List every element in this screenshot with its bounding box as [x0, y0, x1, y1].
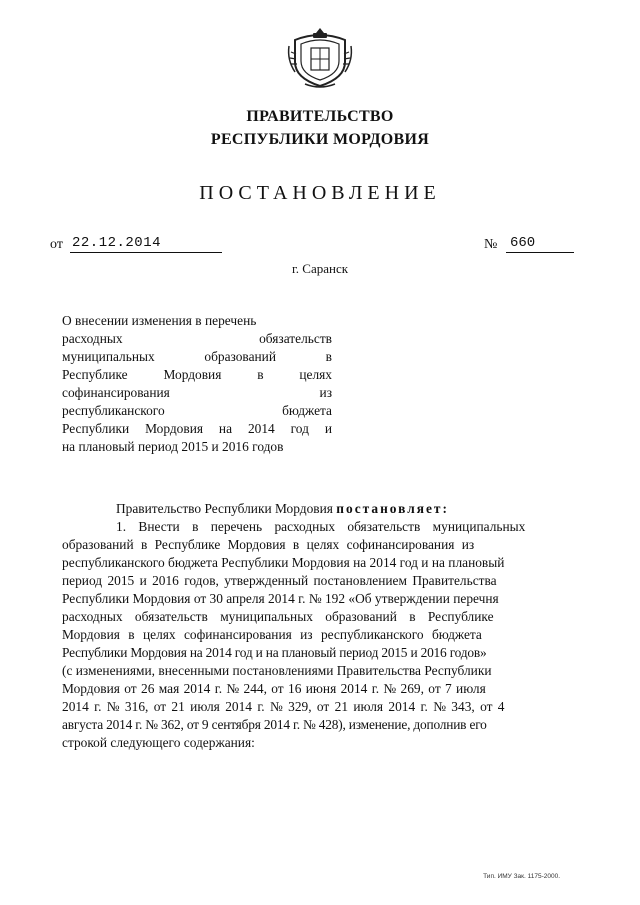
date-number-row [50, 235, 580, 257]
body-line: Республики Мордовия от 30 апреля 2014 г. № 192 «Об утверждении перечня [62, 591, 499, 606]
coat-of-arms-emblem [285, 26, 355, 90]
document-date: 22.12.2014 [72, 235, 162, 251]
subject-line: на плановый период 2015 и 2016 годов [62, 439, 284, 454]
government-title-line2: РЕСПУБЛИКИ МОРДОВИЯ [210, 131, 430, 148]
government-title-line1: ПРАВИТЕЛЬСТВО [246, 108, 394, 125]
subject-line: О внесении изменения в перечень [62, 313, 257, 328]
intro-spaced-word: постановляет: [336, 501, 449, 516]
subject-line: расходных обязательств [62, 331, 332, 346]
number-sign-label: № [484, 237, 498, 252]
document-number: 660 [510, 235, 536, 251]
subject-line: республиканского бюджета [62, 403, 332, 418]
body-line: Мордовия от 26 мая 2014 г. № 244, от 16 июня 2014 г. № 269, от 7 июля [62, 681, 486, 696]
date-underline [70, 252, 222, 253]
body-line: (с изменениями, внесенными постановлениями Правительства Республики [62, 663, 492, 678]
body-line: Республики Мордовия на 2014 год и на плановый период 2015 и 2016 годов» [62, 645, 487, 660]
subject-line: Республики Мордовия на 2014 год и [62, 421, 332, 436]
body-line: период 2015 и 2016 годов, утвержденный постановлением Правительства [62, 573, 497, 588]
body-line: республиканского бюджета Республики Мордовия на 2014 год и на плановый [62, 555, 505, 570]
body-line: 2014 г. № 316, от 21 июля 2014 г. № 329, от 21 июля 2014 г. № 343, от 4 [62, 699, 505, 714]
document-type-title: ПОСТАНОВЛЕНИЕ [199, 182, 441, 204]
body-line: строкой следующего содержания: [62, 735, 255, 750]
body-text [62, 500, 580, 752]
body-line: расходных обязательств муниципальных образований в Республике [62, 609, 494, 624]
body-line: Мордовия в целях софинансирования из республиканского бюджета [62, 627, 482, 642]
subject-block [62, 312, 332, 456]
body-line: 1. Внести в перечень расходных обязательств муниципальных [116, 519, 526, 534]
subject-line: Республике Мордовия в целях [62, 367, 332, 382]
intro-line [62, 500, 580, 518]
subject-line: софинансирования из [62, 385, 332, 400]
subject-line: муниципальных образований в [62, 349, 332, 364]
body-line: образований в Республике Мордовия в целях софинансирования из [62, 537, 475, 552]
body-line: августа 2014 г. № 362, от 9 сентября 2014 г. № 428), изменение, дополнив его [62, 717, 487, 732]
date-from-label: от [50, 237, 63, 252]
print-note: Тип. ИМУ Зак. 1175-2000. [483, 873, 560, 880]
city-label: г. Саранск [291, 261, 349, 276]
number-underline [506, 252, 574, 253]
intro-prefix: Правительство Республики Мордовия [116, 501, 333, 516]
